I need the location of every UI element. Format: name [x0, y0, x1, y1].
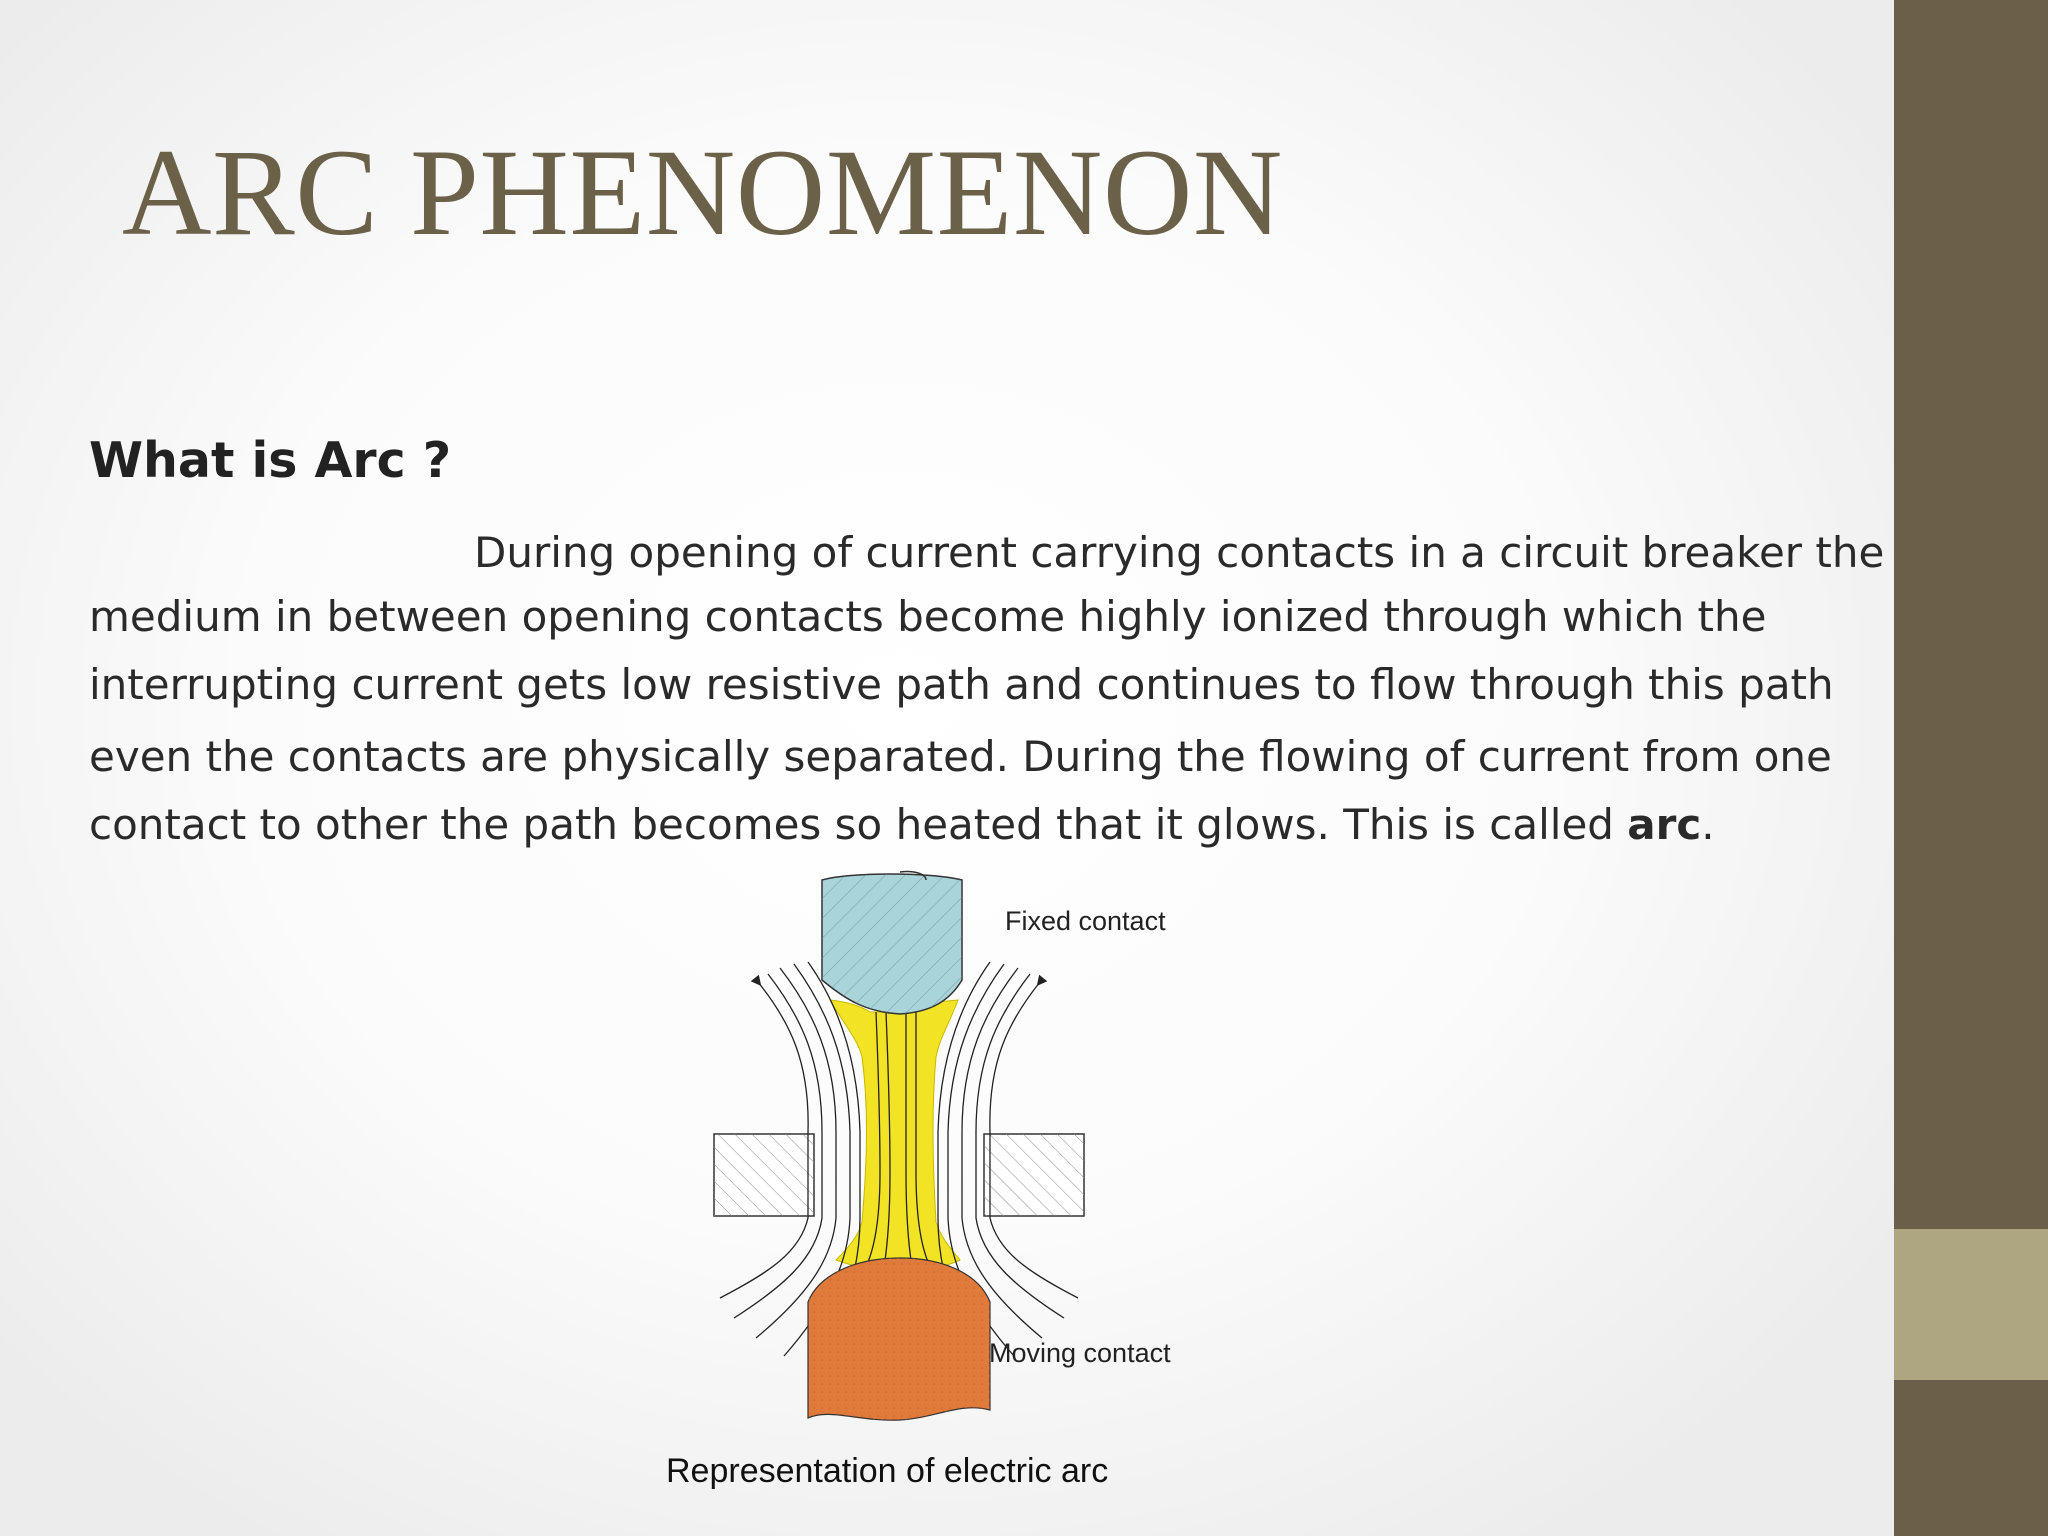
- side-accent: [1894, 1229, 2048, 1380]
- fixed-contact-label: Fixed contact: [1005, 906, 1166, 936]
- subheading: What is Arc ?: [89, 432, 452, 489]
- left-plate: [714, 1134, 814, 1216]
- body-paragraph: [89, 521, 1889, 857]
- right-plate: [984, 1134, 1084, 1216]
- body-line-5: [89, 793, 1889, 857]
- moving-contact-label: Moving contact: [989, 1338, 1171, 1368]
- fixed-contact: [822, 871, 962, 1014]
- arc-figure: [700, 862, 1220, 1442]
- body-line-1: During opening of current carrying contacts in a circuit breaker the: [474, 528, 1885, 577]
- body-line-4: even the contacts are physically separated. During the flowing of current from one: [89, 732, 1832, 781]
- arc-emphasis: arc: [1627, 800, 1702, 849]
- body-line-5-text: contact to other the path becomes so heated that it glows. This is called: [89, 800, 1628, 849]
- figure-caption: Representation of electric arc: [666, 1452, 1109, 1490]
- moving-contact: [808, 1258, 990, 1420]
- slide-title: ARC PHENOMENON: [122, 124, 1283, 261]
- body-line-3: interrupting current gets low resistive path and continues to flow through this path: [89, 660, 1834, 709]
- body-line-2: medium in between opening contacts become highly ionized through which the: [89, 592, 1767, 641]
- body-line-5-end: .: [1701, 800, 1715, 849]
